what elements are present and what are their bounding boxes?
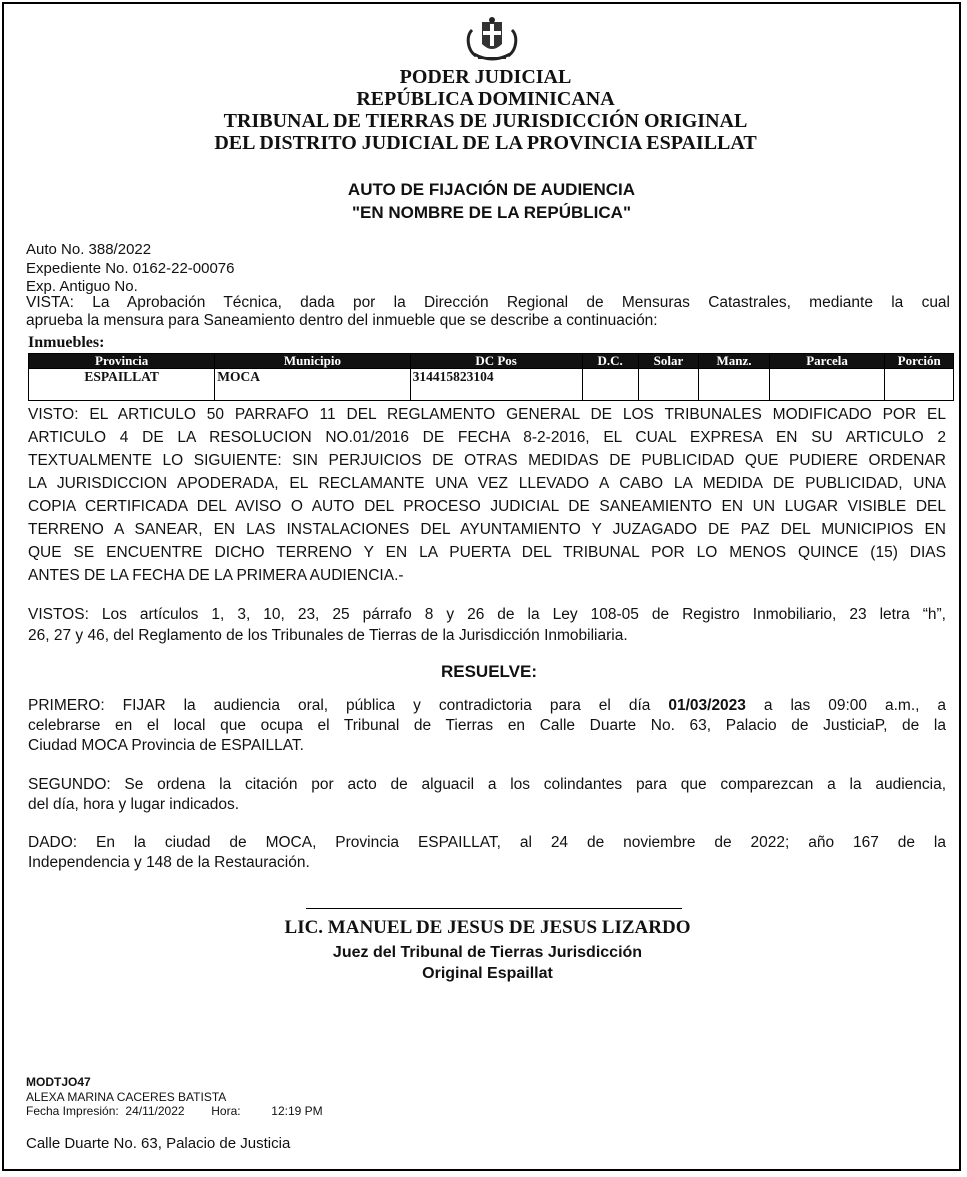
form-code: MODTJO47 xyxy=(26,1075,91,1089)
header-municipio: Municipio xyxy=(215,354,410,369)
footer-address: Calle Duarte No. 63, Palacio de Justicia xyxy=(26,1135,291,1152)
judge-role-2: Original Espaillat xyxy=(422,965,553,982)
vistos-line: 26, 27 y 46, del Reglamento de los Tribunales de Tierras de la Jurisdicción Inmobiliaria. xyxy=(28,627,628,644)
segundo-line: del día, hora y lugar indicados. xyxy=(28,796,240,813)
header-republica: REPÚBLICA DOMINICANA xyxy=(356,88,615,110)
judge-name: LIC. MANUEL DE JESUS DE JESUS LIZARDO xyxy=(284,917,691,938)
visto-line: TEXTUALMENTE LO SIGUIENTE: SIN PERJUICIOS DE OTRAS MEDIDAS DE PUBLICIDAD QUE PUDIERE ORDENAR xyxy=(28,452,946,469)
segundo-paragraph xyxy=(28,775,946,815)
header-parcela: Parcela xyxy=(769,354,885,369)
primero-paragraph xyxy=(28,696,946,756)
header-dc-pos: DC Pos xyxy=(410,354,582,369)
primero-line: Ciudad MOCA Provincia de ESPAILLAT. xyxy=(28,737,304,754)
visto-line: QUE SE ENCUENTRE DICHO TERRENO Y EN LA PUERTA DEL TRIBUNAL POR LO MENOS QUINCE (15) DIAS xyxy=(28,544,946,561)
visto-line: ANTES DE LA FECHA DE LA PRIMERA AUDIENCIA.- xyxy=(28,567,404,584)
table-row xyxy=(29,369,954,401)
hearing-date: 01/03/2023 xyxy=(668,697,746,714)
dado-line: Independencia y 148 de la Restauración. xyxy=(28,854,310,871)
printed-by: ALEXA MARINA CACERES BATISTA xyxy=(26,1090,227,1104)
primero-text-a: PRIMERO: FIJAR la audiencia oral, pública y contradictoria para el día xyxy=(28,697,651,714)
cell-parcela xyxy=(769,369,885,401)
header-porcion: Porción xyxy=(885,354,954,369)
header-tribunal: TRIBUNAL DE TIERRAS DE JURISDICCIÓN ORIGINAL xyxy=(223,110,748,132)
dado-line: DADO: En la ciudad de MOCA, Provincia ESPAILLAT, al 24 de noviembre de 2022; año 167 de la xyxy=(28,834,946,851)
document-page xyxy=(2,2,961,1171)
visto-paragraph xyxy=(28,403,946,587)
inmuebles-label: Inmuebles: xyxy=(28,334,105,351)
cell-manzana xyxy=(699,369,770,401)
judge-role: Juez del Tribunal de Tierras Jurisdicción xyxy=(332,944,643,961)
header-provincia: Provincia xyxy=(29,354,215,369)
document-title: AUTO DE FIJACIÓN DE AUDIENCIA xyxy=(347,180,636,199)
coat-of-arms-seal-icon xyxy=(464,16,520,62)
dado-paragraph xyxy=(28,833,946,873)
auto-number: Auto No. 388/2022 xyxy=(26,241,152,258)
header-distrito: DEL DISTRITO JUDICIAL DE LA PROVINCIA ESPAILLAT xyxy=(214,132,757,154)
primero-line: celebrarse en el local que ocupa el Tribunal de Tierras en Calle Duarte No. 63, Palacio de JusticiaP, de la xyxy=(28,717,946,734)
fecha-value: 24/11/2022 xyxy=(125,1104,185,1118)
resuelve-heading: RESUELVE: xyxy=(440,662,538,681)
cell-dc xyxy=(582,369,638,401)
visto-line: LA JURISDICCION APODERADA, EL RECLAMANTE UNA VEZ LLEVADO A CABO LA MEDIDA DE PUBLICIDAD, UNA xyxy=(28,475,946,492)
cell-porcion xyxy=(885,369,954,401)
inmuebles-table xyxy=(28,353,954,401)
print-info xyxy=(26,1104,323,1118)
segundo-line: SEGUNDO: Se ordena la citación por acto de alguacil a los colindantes para que comparezcan a la audiencia, xyxy=(28,776,946,793)
signature-line xyxy=(306,908,682,909)
primero-text-b: a las 09:00 a.m., a xyxy=(763,697,947,714)
vista-line: VISTA: La Aprobación Técnica, dada por la Dirección Regional de Mensuras Catastrales, mediante la cual xyxy=(26,294,950,311)
visto-line: VISTO: EL ARTICULO 50 PARRAFO 11 DEL REGLAMENTO GENERAL DE LOS TRIBUNALES MODIFICADO POR EL xyxy=(28,406,946,423)
exp-antiguo: Exp. Antiguo No. xyxy=(26,278,138,295)
cell-solar xyxy=(638,369,698,401)
hora-value: 12:19 PM xyxy=(271,1104,323,1118)
vista-paragraph xyxy=(26,294,950,330)
visto-line: ARTICULO 4 DE LA RESOLUCION NO.01/2016 DE FECHA 8-2-2016, EL CUAL EXPRESA EN SU ARTICULO 2 xyxy=(28,429,946,446)
cell-provincia: ESPAILLAT xyxy=(29,369,215,401)
fecha-label: Fecha Impresión: xyxy=(26,1104,119,1118)
table-header-row xyxy=(29,354,954,369)
cell-dc-pos: 314415823104 xyxy=(410,369,582,401)
document-subtitle: "EN NOMBRE DE LA REPÚBLICA" xyxy=(352,203,631,222)
visto-line: TERRENO A SANEAR, EN LAS INSTALACIONES DEL AYUNTAMIENTO Y JUZAGADO DE PAZ DEL MUNICIPIOS EN xyxy=(28,521,946,538)
expediente-number: Expediente No. 0162-22-00076 xyxy=(26,260,235,277)
header-dc: D.C. xyxy=(582,354,638,369)
header-solar: Solar xyxy=(638,354,698,369)
cell-municipio: MOCA xyxy=(215,369,410,401)
visto-line: COPIA CERTIFICADA DEL AVISO O AUTO DEL PROCESO JUDICIAL DE SANEAMIENTO EN UN LUGAR VISIBLE DEL xyxy=(28,498,946,515)
primero-line xyxy=(28,696,946,716)
vistos-paragraph xyxy=(28,604,946,646)
vistos-line: VISTOS: Los artículos 1, 3, 10, 23, 25 párrafo 8 y 26 de la Ley 108-05 de Registro Inmobiliario, 23 letra “h”, xyxy=(28,606,946,623)
header-poder-judicial: PODER JUDICIAL xyxy=(399,66,572,88)
header-manzana: Manz. xyxy=(699,354,770,369)
hora-label: Hora: xyxy=(211,1104,241,1118)
vista-line: aprueba la mensura para Saneamiento dentro del inmueble que se describe a continuación: xyxy=(26,312,658,329)
